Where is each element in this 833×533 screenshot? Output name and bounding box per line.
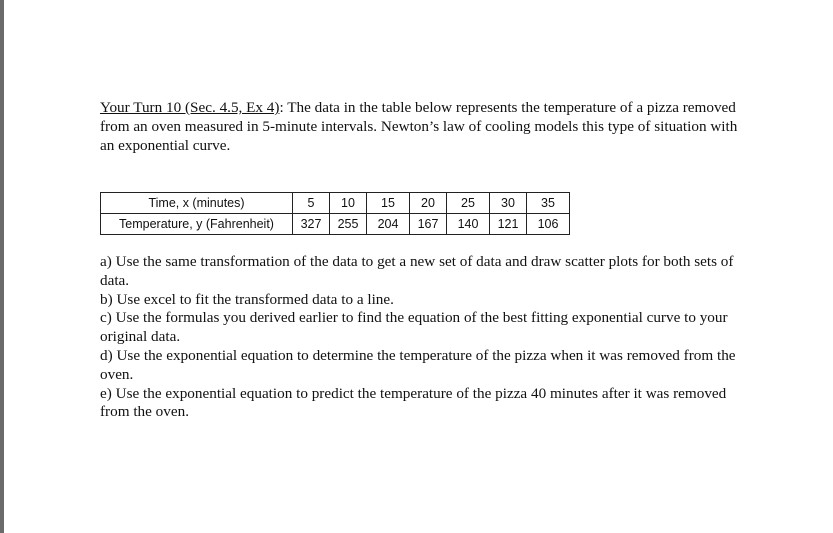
temperature-cell: 255: [330, 214, 367, 235]
temperature-cell: 204: [367, 214, 410, 235]
time-cell: 20: [410, 193, 447, 214]
time-cell: 15: [367, 193, 410, 214]
time-cell: 5: [293, 193, 330, 214]
time-cell: 30: [490, 193, 527, 214]
temperature-cell: 327: [293, 214, 330, 235]
temperature-row-label: Temperature, y (Fahrenheit): [101, 214, 293, 235]
question-a: a) Use the same transformation of the data to get a new set of data and draw scatter plots for both sets of data.: [100, 253, 734, 289]
problem-description: : The data in the table below represents the temperature of a pizza removed from an oven measured in 5-minute intervals. Newton’s law of cooling models this type of situation with an exponential curve.: [100, 99, 738, 154]
temperature-cell: 121: [490, 214, 527, 235]
question-c: c) Use the formulas you derived earlier to find the equation of the best fitting exponential curve to your original data.: [100, 309, 728, 346]
temperature-row: [101, 214, 570, 235]
time-cell: 10: [330, 193, 367, 214]
time-cell: 25: [447, 193, 490, 214]
page-edge-bar: [0, 0, 4, 533]
temperature-cell: 140: [447, 214, 490, 235]
time-row-label: Time, x (minutes): [101, 193, 293, 214]
time-cell: 35: [527, 193, 570, 214]
temperature-cell: 106: [527, 214, 570, 235]
time-row: [101, 193, 570, 214]
problem-intro: [100, 98, 750, 155]
pizza-data-table: [100, 192, 570, 235]
question-e: e) Use the exponential equation to predict the temperature of the pizza 40 minutes after it was removed from the oven.: [100, 384, 727, 421]
question-d: d) Use the exponential equation to determine the temperature of the pizza when it was removed from the oven.: [100, 346, 736, 383]
problem-heading: Your Turn 10 (Sec. 4.5, Ex 4): [100, 99, 280, 116]
temperature-cell: 167: [410, 214, 447, 235]
question-list: [100, 253, 750, 422]
question-b: b) Use excel to fit the transformed data to a line.: [100, 290, 394, 308]
